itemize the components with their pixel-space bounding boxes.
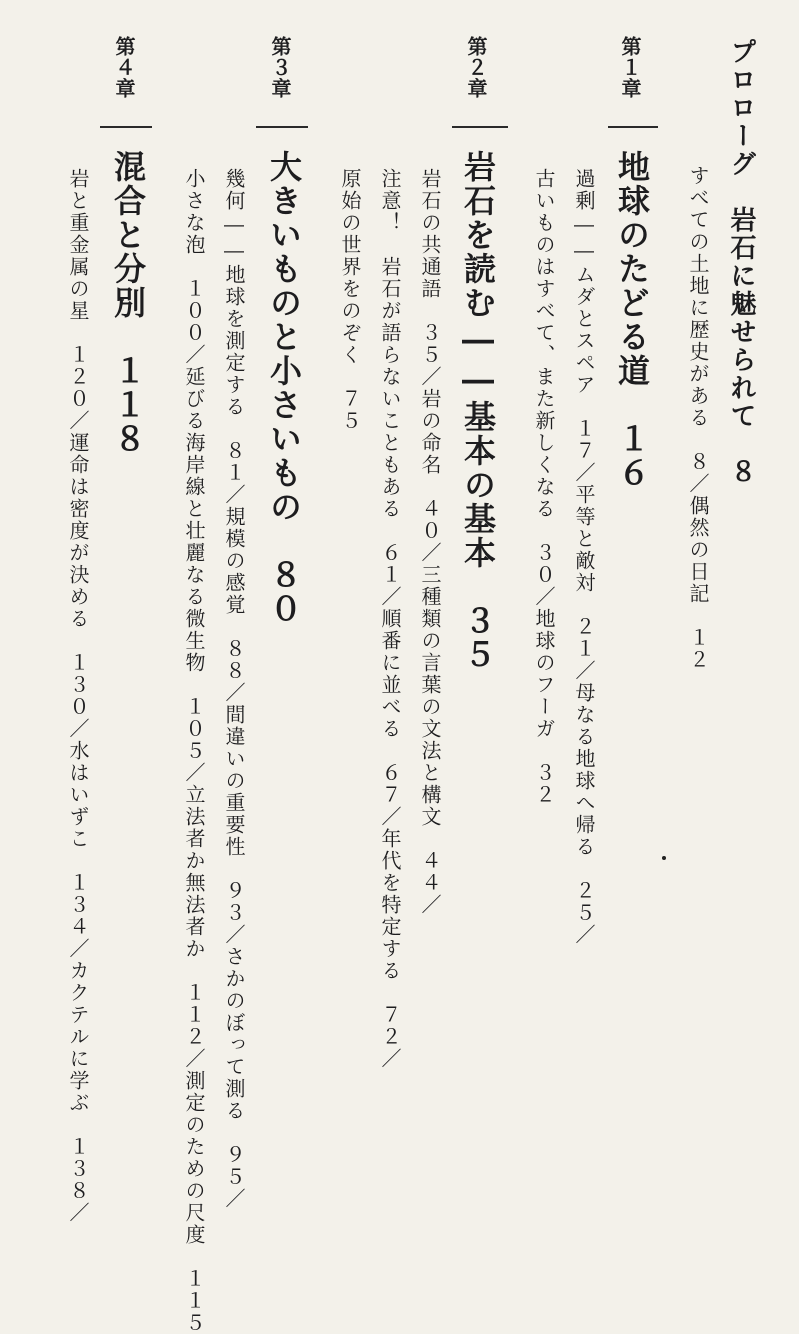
chapter-3-entry-line: 幾何――地球を測定する ８１／規模の感覚 ８８／間違いの重要性 ９３／さかのぼって測る ９５／ <box>222 168 246 1210</box>
chapter-2-rule <box>452 126 508 128</box>
chapter-1-title: 地球のたどる道 １６ <box>613 150 651 490</box>
chapter-2-title: 岩石を読む――基本の基本 ３５ <box>459 150 497 672</box>
chapter-1-entry-line: 過剰――ムダとスペア １７／平等と敵対 ２１／母なる地球へ帰る ２５／ <box>572 168 596 946</box>
chapter-4-title: 混合と分別 １１８ <box>109 150 147 456</box>
chapter-4-rule <box>100 126 152 128</box>
chapter-3-title: 大きいものと小さいもの ８０ <box>265 150 303 626</box>
chapter-1-entry-line: 古いものはすべて、また新しくなる ３０／地球のフーガ ３２ <box>532 168 556 806</box>
chapter-1-rule <box>608 126 658 128</box>
chapter-2-entry-line: 注意！ 岩石が語らないこともある ６１／順番に並べる ６７／年代を特定する ７２／ <box>378 168 402 1070</box>
chapter-3-label: 第３章 <box>268 36 292 99</box>
chapter-4-label: 第４章 <box>112 36 136 99</box>
chapter-4-entry-line: 岩と重金属の星 １２０／運命は密度が決める １３０／水はいずこ １３４／カクテルに学ぶ １３８／ <box>66 168 90 1224</box>
chapter-2-entry-line: 原始の世界をのぞく ７５ <box>338 168 362 432</box>
chapter-2-entry-line: 岩石の共通語 ３５／岩の命名 ４０／三種類の言葉の文法と構文 ４４／ <box>418 168 442 916</box>
chapter-3-rule <box>256 126 308 128</box>
prologue-title: プロローグ 岩石に魅せられて ８ <box>726 38 756 486</box>
chapter-3-entry-line: 小さな泡 １００／延びる海岸線と壮麗なる微生物 １０５／立法者か無法者か １１２／測定のための尺度 １１５ <box>182 168 206 1334</box>
page-speck <box>662 856 666 860</box>
chapter-1-label: 第１章 <box>618 36 642 99</box>
prologue-entry-line: すべての土地に歴史がある ８／偶然の日記 １２ <box>686 165 710 671</box>
chapter-2-label: 第２章 <box>464 36 488 99</box>
